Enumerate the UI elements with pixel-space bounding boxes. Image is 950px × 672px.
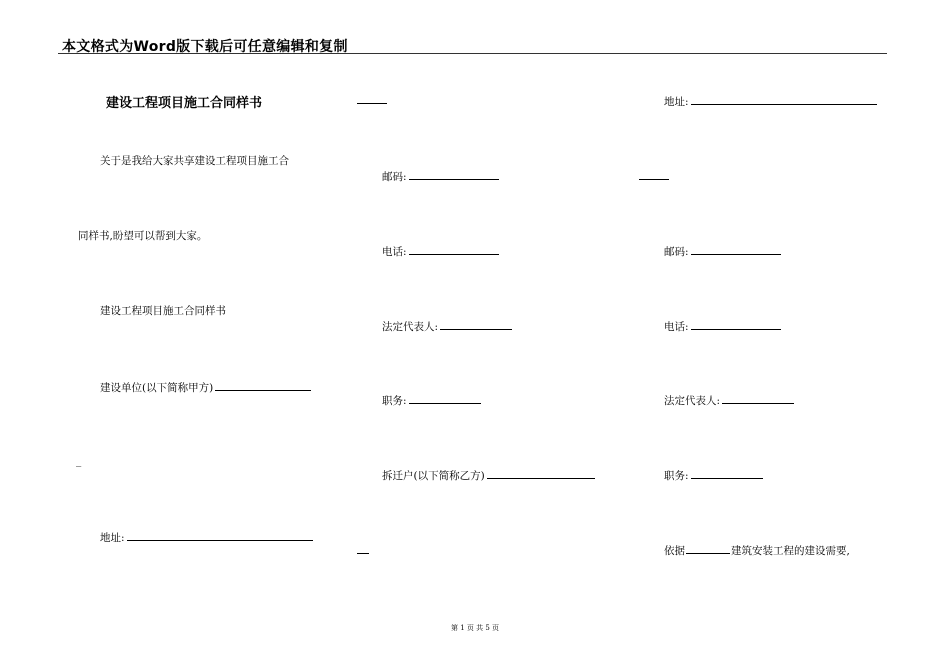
basis-prefix: 依据 — [664, 545, 685, 557]
col1-address-blank[interactable] — [127, 529, 313, 541]
party-a-row — [100, 379, 311, 395]
col3-postcode-row — [664, 243, 781, 259]
col2-phone-label: 电话: — [382, 246, 407, 258]
doc-title: 建设工程项目施工合同样书 — [106, 96, 263, 111]
dash-mark: _ — [76, 455, 82, 467]
intro-line-2: 同样书,盼望可以帮到大家。 — [78, 230, 208, 242]
document-header: 本文格式为Word版下载后可任意编辑和复制 — [62, 39, 348, 55]
col2-phone-blank[interactable] — [409, 243, 499, 255]
party-b-row — [382, 467, 595, 483]
party-a-label: 建设单位(以下简称甲方) — [100, 382, 214, 394]
col3-address-row — [664, 93, 877, 109]
col3-phone-blank[interactable] — [691, 318, 781, 330]
col3-postcode-blank[interactable] — [691, 243, 781, 255]
col3-position-blank[interactable] — [691, 467, 763, 479]
col2-position-row — [382, 392, 481, 408]
basis-suffix: 建筑安装工程的建设需要, — [731, 545, 850, 557]
col2-postcode-label: 邮码: — [382, 171, 407, 183]
col3-phone-label: 电话: — [664, 321, 689, 333]
col3-legal-rep-row — [664, 392, 794, 408]
col2-legal-rep-label: 法定代表人: — [382, 321, 439, 333]
col2-postcode-blank[interactable] — [409, 168, 499, 180]
page-footer: 第 1 页 共 5 页 — [450, 624, 500, 632]
header-divider — [58, 53, 887, 54]
col2-top-line — [357, 103, 387, 104]
col2-position-label: 职务: — [382, 395, 407, 407]
col2-legal-rep-row — [382, 318, 512, 334]
col3-legal-rep-blank[interactable] — [722, 392, 794, 404]
col3-address-blank[interactable] — [691, 93, 877, 105]
col3-phone-row — [664, 318, 781, 334]
col1-address-label: 地址: — [100, 532, 125, 544]
col2-postcode-row — [382, 168, 499, 184]
intro-line-1: 关于是我给大家共享建设工程项目施工合 — [100, 155, 289, 167]
col2-phone-row — [382, 243, 499, 259]
col2-position-blank[interactable] — [409, 392, 481, 404]
basis-row — [664, 542, 850, 558]
col3-legal-rep-label: 法定代表人: — [664, 395, 721, 407]
party-b-blank[interactable] — [487, 467, 595, 479]
col3-position-label: 职务: — [664, 470, 689, 482]
col2-legal-rep-blank[interactable] — [440, 318, 512, 330]
sub-title: 建设工程项目施工合同样书 — [100, 305, 226, 317]
col3-top-line — [639, 179, 669, 180]
party-a-blank[interactable] — [215, 379, 311, 391]
col3-position-row — [664, 467, 763, 483]
col3-address-label: 地址: — [664, 96, 689, 108]
basis-blank[interactable] — [686, 542, 730, 554]
party-b-label: 拆迁户(以下简称乙方) — [382, 470, 485, 482]
col3-postcode-label: 邮码: — [664, 246, 689, 258]
col1-address-row — [100, 529, 313, 545]
col2-bottom-line — [357, 553, 369, 554]
